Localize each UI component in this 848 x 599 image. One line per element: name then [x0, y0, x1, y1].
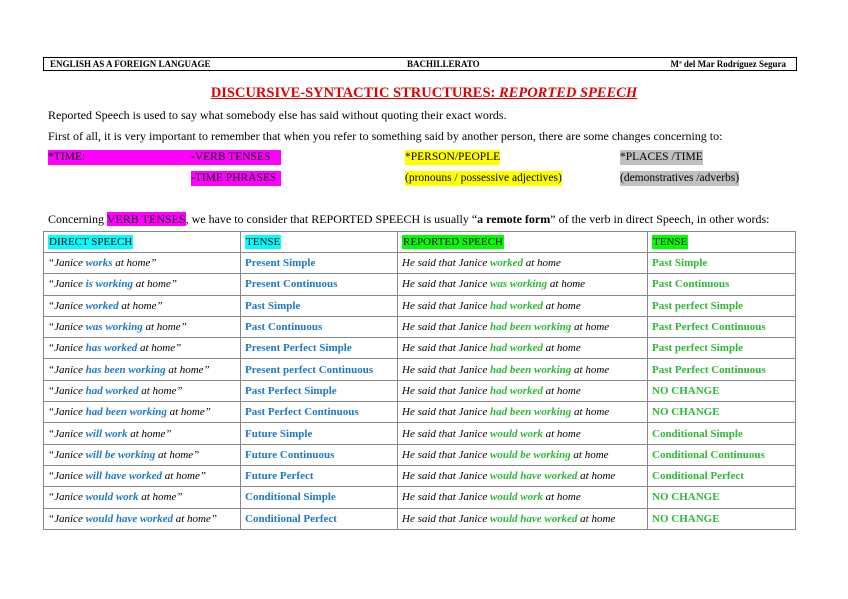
- direct-tense-cell: [241, 338, 398, 359]
- reported-speech-cell: [398, 359, 648, 380]
- table-row: [44, 295, 796, 316]
- direct-verb: has been working: [85, 363, 166, 376]
- reported-verb: was working: [489, 278, 548, 291]
- direct-speech-cell: [44, 487, 241, 508]
- concerning-paragraph: [48, 212, 770, 227]
- reported-pre: He said that Janice: [402, 299, 490, 312]
- reported-tense-cell: [648, 465, 796, 486]
- reported-post: at home: [570, 448, 609, 461]
- direct-verb: had worked: [85, 384, 139, 397]
- reported-tense-cell: [648, 508, 796, 529]
- title-main: DISCURSIVE-SYNTACTIC STRUCTURES:: [210, 85, 499, 101]
- reported-pre: He said that Janice: [402, 321, 490, 334]
- concerning-pre: Concerning: [48, 212, 107, 226]
- reported-pre: He said that Janice: [402, 491, 490, 504]
- reported-post: at home: [542, 491, 581, 504]
- reported-post: at home: [542, 299, 581, 312]
- reported-tense: NO CHANGE: [652, 384, 720, 397]
- reported-tense-cell: [648, 295, 796, 316]
- reported-tense-cell: [648, 274, 796, 295]
- direct-tense-cell: [241, 465, 398, 486]
- reported-verb: had been working: [489, 363, 572, 376]
- header-direct-speech: [44, 232, 241, 253]
- direct-post: at home”: [112, 257, 157, 270]
- person-detail-label: (pronouns / possessive adjectives): [405, 172, 562, 184]
- reported-post: at home: [571, 406, 610, 419]
- reported-speech-cell: [398, 444, 648, 465]
- reported-tense-cell: [648, 338, 796, 359]
- direct-verb: was working: [85, 321, 143, 334]
- table-row: [44, 465, 796, 486]
- reported-post: at home: [577, 470, 616, 483]
- reported-tense-cell: [648, 359, 796, 380]
- reported-post: at home: [542, 384, 581, 397]
- reported-pre: He said that Janice: [402, 278, 490, 291]
- direct-tense: Future Continuous: [245, 448, 335, 461]
- direct-speech-cell: [44, 380, 241, 401]
- table-body: [44, 253, 796, 530]
- reported-post: at home: [571, 321, 610, 334]
- reported-pre: He said that Janice: [402, 427, 490, 440]
- reported-verb: would work: [489, 427, 543, 440]
- reported-speech-cell: [398, 380, 648, 401]
- table-row: [44, 253, 796, 274]
- reported-tense: Conditional Simple: [652, 427, 743, 440]
- direct-post: at home”: [166, 406, 211, 419]
- direct-verb: is working: [85, 278, 133, 291]
- reported-speech-cell: [398, 316, 648, 337]
- reported-pre: He said that Janice: [402, 512, 490, 525]
- direct-pre: “Janice: [48, 257, 86, 270]
- direct-verb: works: [85, 257, 113, 270]
- reported-tense: Past Continuous: [652, 278, 730, 291]
- reported-tense-cell: [648, 402, 796, 423]
- table-row: [44, 444, 796, 465]
- direct-speech-cell: [44, 423, 241, 444]
- reported-pre: He said that Janice: [402, 406, 490, 419]
- reported-speech-cell: [398, 274, 648, 295]
- reported-speech-cell: [398, 402, 648, 423]
- reported-tense-cell: [648, 253, 796, 274]
- reported-tense-cell: [648, 487, 796, 508]
- table-row: [44, 423, 796, 444]
- direct-post: at home”: [138, 491, 183, 504]
- direct-pre: “Janice: [48, 470, 86, 483]
- reported-tense: NO CHANGE: [652, 491, 720, 504]
- reported-speech-cell: [398, 508, 648, 529]
- direct-pre: “Janice: [48, 342, 86, 355]
- reported-speech-cell: [398, 295, 648, 316]
- reported-speech-cell: [398, 423, 648, 444]
- reported-speech-cell: [398, 338, 648, 359]
- header-tense-2: [648, 232, 796, 253]
- direct-post: at home”: [155, 448, 200, 461]
- reported-verb: would be working: [489, 448, 571, 461]
- direct-tense-cell: [241, 423, 398, 444]
- direct-post: at home”: [161, 470, 206, 483]
- table-row: [44, 402, 796, 423]
- reported-tense-cell: [648, 444, 796, 465]
- tense-table: [43, 231, 796, 530]
- concerning-highlight: VERB TENSES: [106, 212, 186, 226]
- reported-speech-cell: [398, 487, 648, 508]
- direct-tense-cell: [241, 487, 398, 508]
- direct-verb: would work: [85, 491, 139, 504]
- header-reported-speech-text: REPORTED SPEECH: [403, 236, 503, 248]
- reported-pre: He said that Janice: [402, 342, 490, 355]
- reported-tense: NO CHANGE: [652, 406, 720, 419]
- direct-speech-cell: [44, 465, 241, 486]
- direct-tense-cell: [241, 444, 398, 465]
- reported-verb: worked: [489, 257, 523, 270]
- direct-tense-cell: [241, 359, 398, 380]
- reported-verb: would work: [489, 491, 543, 504]
- reported-verb: had worked: [489, 342, 543, 355]
- direct-tense: Past Simple: [245, 299, 301, 312]
- direct-speech-cell: [44, 253, 241, 274]
- header-tense-2-text: TENSE: [653, 236, 688, 248]
- direct-pre: “Janice: [48, 406, 86, 419]
- reported-tense: Past Simple: [652, 257, 708, 270]
- direct-post: at home”: [132, 278, 177, 291]
- reported-pre: He said that Janice: [402, 448, 490, 461]
- time-text: *TIME:: [48, 151, 86, 163]
- direct-pre: “Janice: [48, 384, 86, 397]
- direct-tense: Present Simple: [245, 257, 316, 270]
- header-direct-speech-text: DIRECT SPEECH: [49, 236, 133, 248]
- concerning-post: ” of the verb in direct Speech, in other words:: [550, 212, 770, 226]
- direct-post: at home”: [165, 363, 210, 376]
- direct-tense: Future Simple: [245, 427, 313, 440]
- reported-post: at home: [571, 363, 610, 376]
- reported-post: at home: [547, 278, 586, 291]
- concerning-mid: , we have to consider that REPORTED SPEECH is usually “: [185, 212, 478, 226]
- table-row: [44, 380, 796, 401]
- reported-verb: had worked: [489, 299, 543, 312]
- direct-verb: will have worked: [85, 470, 162, 483]
- reported-tense: Past Perfect Continuous: [652, 321, 766, 334]
- table-row: [44, 338, 796, 359]
- table-row: [44, 274, 796, 295]
- direct-post: at home”: [172, 512, 217, 525]
- reported-speech-cell: [398, 253, 648, 274]
- direct-post: at home”: [138, 384, 183, 397]
- direct-tense-cell: [241, 316, 398, 337]
- direct-tense-cell: [241, 274, 398, 295]
- direct-speech-cell: [44, 274, 241, 295]
- header-author: Mª del Mar Rodríguez Segura: [670, 59, 786, 69]
- reported-post: at home: [577, 512, 616, 525]
- direct-verb: will be working: [85, 448, 156, 461]
- direct-verb: would have worked: [85, 512, 173, 525]
- table-row: [44, 359, 796, 380]
- reported-pre: He said that Janice: [402, 470, 490, 483]
- direct-verb: will work: [85, 427, 128, 440]
- reported-tense-cell: [648, 316, 796, 337]
- direct-speech-cell: [44, 402, 241, 423]
- reported-verb: would have worked: [489, 470, 578, 483]
- reported-pre: He said that Janice: [402, 384, 490, 397]
- direct-pre: “Janice: [48, 427, 86, 440]
- page-title: [0, 85, 848, 102]
- header-tense-1: [241, 232, 398, 253]
- table-row: [44, 508, 796, 529]
- reported-post: at home: [542, 427, 581, 440]
- reported-tense: Past perfect Simple: [652, 342, 744, 355]
- reported-tense: Conditional Perfect: [652, 470, 744, 483]
- reported-tense: Conditional Continuous: [652, 448, 765, 461]
- reported-pre: He said that Janice: [402, 257, 490, 270]
- reported-tense-cell: [648, 423, 796, 444]
- direct-tense: Past Perfect Continuous: [245, 406, 359, 419]
- direct-post: at home”: [137, 342, 182, 355]
- direct-pre: “Janice: [48, 321, 86, 334]
- reported-verb: would have worked: [489, 512, 578, 525]
- direct-tense: Past Perfect Simple: [245, 384, 337, 397]
- direct-speech-cell: [44, 359, 241, 380]
- header-reported-speech: [398, 232, 648, 253]
- direct-pre: “Janice: [48, 278, 86, 291]
- reported-tense: NO CHANGE: [652, 512, 720, 525]
- header-level: BACHILLERATO: [407, 59, 480, 69]
- reported-tense-cell: [648, 380, 796, 401]
- direct-pre: “Janice: [48, 448, 86, 461]
- direct-tense: Present Continuous: [245, 278, 338, 291]
- concerning-bold: a remote form: [477, 212, 551, 226]
- person-label: *PERSON/PEOPLE: [405, 151, 501, 163]
- direct-speech-cell: [44, 508, 241, 529]
- table-row: [44, 487, 796, 508]
- direct-tense-cell: [241, 295, 398, 316]
- table-row: [44, 316, 796, 337]
- time-phrases-label: -TIME PHRASES: [191, 171, 281, 186]
- direct-tense: Conditional Perfect: [245, 512, 337, 525]
- places-detail-label: (demonstratives /adverbs): [620, 172, 740, 184]
- direct-pre: “Janice: [48, 512, 86, 525]
- direct-speech-cell: [44, 316, 241, 337]
- reported-post: at home: [542, 342, 581, 355]
- time-label: [48, 150, 281, 165]
- direct-tense: Present Perfect Simple: [245, 342, 352, 355]
- reported-tense: Past perfect Simple: [652, 299, 744, 312]
- reported-tense: Past Perfect Continuous: [652, 363, 766, 376]
- direct-tense: Conditional Simple: [245, 491, 336, 504]
- direct-tense-cell: [241, 402, 398, 423]
- reported-post: at home: [522, 257, 561, 270]
- title-sub: REPORTED SPEECH: [499, 85, 638, 101]
- direct-tense: Present perfect Continuous: [245, 363, 374, 376]
- verb-tenses-text: -VERB TENSES: [191, 151, 271, 163]
- direct-verb: has worked: [85, 342, 138, 355]
- direct-verb: worked: [85, 299, 119, 312]
- intro-line-1: Reported Speech is used to say what somebody else has said without quoting their exact words.: [48, 108, 507, 122]
- direct-speech-cell: [44, 295, 241, 316]
- direct-post: at home”: [118, 299, 163, 312]
- document-header: [43, 57, 797, 71]
- header-subject: ENGLISH AS A FOREIGN LANGUAGE: [50, 59, 211, 69]
- reported-pre: He said that Janice: [402, 363, 490, 376]
- direct-post: at home”: [127, 427, 172, 440]
- header-tense-1-text: TENSE: [246, 236, 281, 248]
- direct-tense-cell: [241, 508, 398, 529]
- direct-speech-cell: [44, 338, 241, 359]
- direct-pre: “Janice: [48, 363, 86, 376]
- direct-tense-cell: [241, 380, 398, 401]
- direct-post: at home”: [142, 321, 187, 334]
- reported-speech-cell: [398, 465, 648, 486]
- places-label: *PLACES /TIME: [620, 151, 703, 163]
- reported-verb: had been working: [489, 406, 572, 419]
- direct-pre: “Janice: [48, 491, 86, 504]
- intro-line-2: First of all, it is very important to remember that when you refer to something said by another person, there are some changes concerning to:: [48, 129, 723, 143]
- direct-tense: Future Perfect: [245, 470, 314, 483]
- direct-speech-cell: [44, 444, 241, 465]
- direct-pre: “Janice: [48, 299, 86, 312]
- direct-tense: Past Continuous: [245, 321, 323, 334]
- reported-verb: had worked: [489, 384, 543, 397]
- reported-verb: had been working: [489, 321, 572, 334]
- direct-verb: had been working: [85, 406, 167, 419]
- table-header-row: [44, 232, 796, 253]
- direct-tense-cell: [241, 253, 398, 274]
